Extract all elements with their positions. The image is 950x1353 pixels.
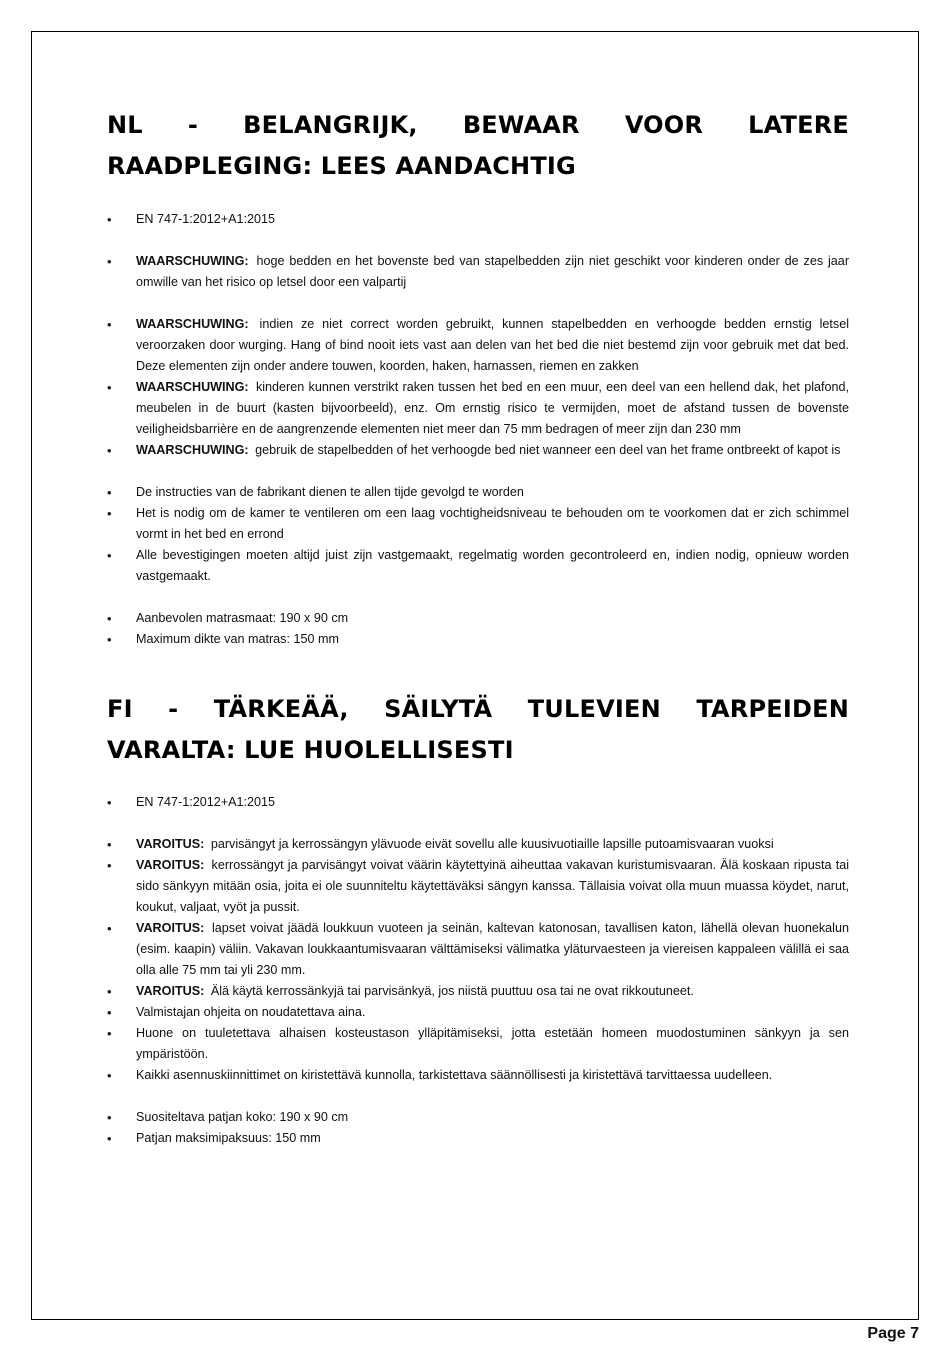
item-text: Alle bevestigingen moeten altijd juist zijn vastgemaakt, regelmatig worden gecontroleerd en, indien nodig, opnieuw worden vastgemaakt. — [136, 548, 849, 583]
list-item — [107, 209, 849, 230]
list-item — [107, 1128, 849, 1149]
item-text: parvisängyt ja kerrossängyn ylävuode eivät sovellu alle kuusivuotiaille lapsille putoamisvaaran vuoksi — [210, 837, 774, 851]
warning-label: VAROITUS: — [136, 858, 205, 872]
warning-label: WAARSCHUWING: — [136, 380, 249, 394]
nl-heading: NL - BELANGRIJK, BEWAAR VOOR LATERE RAADPLEGING: LEES AANDACHTIG — [107, 111, 849, 180]
item-text: Valmistajan ohjeita on noudatettava aina. — [136, 1005, 366, 1019]
list-item — [107, 1107, 849, 1128]
nl-instructions-list — [107, 209, 849, 650]
list-item — [107, 981, 849, 1002]
item-text: Het is nodig om de kamer te ventileren om een laag vochtigheidsniveau te behouden om te voorkomen dat er zich schimmel vormt in het bed en errond — [136, 506, 849, 541]
list-item — [107, 482, 849, 503]
warning-label: WAARSCHUWING: — [136, 254, 249, 268]
fi-instructions-list — [107, 792, 849, 1149]
item-text: Maximum dikte van matras: 150 mm — [136, 632, 339, 646]
item-text: indien ze niet correct worden gebruikt, kunnen stapelbedden en verhoogde bedden ernstig letsel veroorzaken door wurging. Hang of bind nooit iets vast aan delen van het bed die niet bestemd zijn voor gebruik met dat bed. Deze elementen zijn onder andere touwen, koorden, haken, harnassen, riemen en zakken — [136, 317, 850, 373]
item-text: lapset voivat jäädä loukkuun vuoteen ja seinän, kaltevan katonosan, tavallisen katon, lähellä olevan huonekalun (esim. kaapin) väliin. Vakavan loukkaantumisvaaran välttämiseksi välimatka yläturvaesteen ja viereisen kappaleen välillä ei saa olla alle 75 mm tai yli 230 mm. — [136, 921, 849, 977]
item-text: De instructies van de fabrikant dienen te allen tijde gevolgd te worden — [136, 485, 524, 499]
list-item — [107, 1023, 849, 1065]
item-text: kinderen kunnen verstrikt raken tussen het bed en een muur, een deel van een hellend dak, het plafond, meubelen in de buurt (kasten bijvoorbeeld), enz. Om ernstig risico te vermijden, moet de afstand tussen de bovenste veiligheidsbarrière en de aangrenzende elementen niet meer dan 75 mm bedragen of meer zijn dan 230 mm — [136, 380, 850, 436]
list-item — [107, 629, 849, 650]
list-item — [107, 503, 849, 545]
list-item — [107, 1002, 849, 1023]
warning-label: WAARSCHUWING: — [136, 443, 249, 457]
list-item — [107, 918, 849, 981]
list-item — [107, 608, 849, 629]
item-text: Älä käytä kerrossänkyjä tai parvisänkyä, jos niistä puuttuu osa tai ne ovat rikkoutuneet. — [210, 984, 694, 998]
item-text: Patjan maksimipaksuus: 150 mm — [136, 1131, 321, 1145]
list-item — [107, 545, 849, 587]
item-text: Aanbevolen matrasmaat: 190 x 90 cm — [136, 611, 349, 625]
item-text: hoge bedden en het bovenste bed van stapelbedden zijn niet geschikt voor kinderen onder de zes jaar omwille van het risico op letsel door een valpartij — [136, 254, 850, 289]
list-item — [107, 251, 849, 293]
list-item — [107, 855, 849, 918]
list-item — [107, 792, 849, 813]
item-text: gebruik de stapelbedden of het verhoogde bed niet wanneer een deel van het frame ontbreekt of kapot is — [255, 443, 841, 457]
list-item — [107, 314, 849, 377]
warning-label: VAROITUS: — [136, 984, 205, 998]
item-text: kerrossängyt ja parvisängyt voivat väärin käytettyinä aiheuttaa vakavan kuristumisvaaran. Älä koskaan ripusta tai sido sänkyyn mitään osia, joita ei ole suunniteltu käytettäväksi sängyn kanssa. Tällaisia voivat olla muun muassa köydet, narut, koukut, valjaat, vyöt ja pussit. — [136, 858, 850, 914]
list-item — [107, 440, 849, 461]
list-item — [107, 377, 849, 440]
item-text: Suositeltava patjan koko: 190 x 90 cm — [136, 1110, 349, 1124]
warning-label: VAROITUS: — [136, 921, 205, 935]
page-number: Page 7 — [867, 1325, 919, 1342]
warning-label: WAARSCHUWING: — [136, 317, 249, 331]
list-item — [107, 1065, 849, 1086]
warning-label: VAROITUS: — [136, 837, 205, 851]
item-text: EN 747-1:2012+A1:2015 — [136, 212, 275, 226]
item-text: EN 747-1:2012+A1:2015 — [136, 795, 275, 809]
list-item — [107, 834, 849, 855]
fi-heading: FI - TÄRKEÄÄ, SÄILYTÄ TULEVIEN TARPEIDEN VARALTA: LUE HUOLELLISESTI — [107, 695, 849, 764]
item-text: Huone on tuuletettava alhaisen kosteustason ylläpitämiseksi, jotta estetään homeen muodostuminen sänkyyn ja sen ympäristöön. — [136, 1026, 849, 1061]
item-text: Kaikki asennuskiinnittimet on kiristettävä kunnolla, tarkistettava säännöllisesti ja kiristettävä tarvittaessa uudelleen. — [136, 1068, 773, 1082]
